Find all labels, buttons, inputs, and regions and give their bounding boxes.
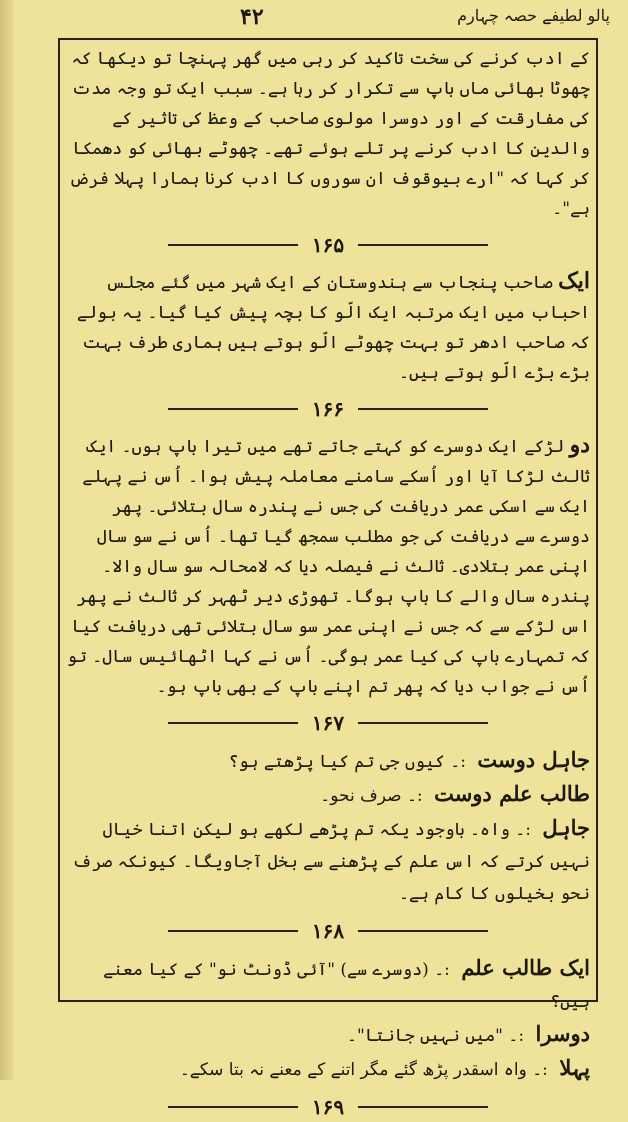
page-edge — [0, 0, 14, 1080]
section-divider-165 — [66, 230, 590, 260]
dialog-text: :۔ واہ اسقدر پڑھ گئے مگر اتنے کے معنے نہ بتا سکے۔ — [179, 1060, 548, 1080]
speaker-name: پہلا — [559, 1055, 590, 1080]
dialog-line — [66, 1018, 590, 1052]
page-number: ۴۲ — [240, 4, 264, 30]
joke-lead-word: دو — [569, 432, 590, 458]
divider-rule — [358, 244, 488, 246]
running-head: پالو لطیفے حصہ چہارم — [457, 6, 610, 25]
joke-number: ۱۶۶ — [311, 397, 345, 421]
divider-rule — [358, 408, 488, 410]
joke-number: ۱۶۷ — [311, 711, 345, 735]
divider-rule — [358, 930, 488, 932]
joke-text: لڑکے ایک دوسرے کو کہتے جاتے تھے میں تیرا باپ ہوں۔ ایک ثالث لڑکا آیا اور اُسکے سامنے معاملہ پیش ہوا۔ اُس نے پہلے ایک سے اسکی عمر دریافت کی جس نے پندرہ سال بتلائی۔ پھر دوسرے سے دریافت کی جو مطلب سمجھ گیا تھا۔ اُس نے سو سال اپنی عمر بتلادی۔ ثالث نے فیصلہ دیا کہ لامحالہ سو سال والا۔ پندرہ سال والے کا باپ ہوگا۔ تھوڑی دیر ٹھہر کر ثالث نے پھر اس لڑکے سے کہ جس نے اپنی عمر سو سال بتلائی تھی دریافت کیا کہ تمہارے باپ کی کیا عمر ہوگی۔ اُس نے کہا اٹھائیس سال۔ تو اُس نے جواب دیا کہ پھر تم اپنے باپ کے بھی باپ ہو۔ — [66, 437, 590, 697]
speaker-name: ایک طالب علم — [461, 955, 590, 980]
divider-rule — [358, 1106, 488, 1108]
dialog-text: :۔ (دوسرے سے) "آئی ڈونٹ نو" کے کیا معنے ہیں؟ — [103, 960, 590, 1012]
section-divider-168 — [66, 916, 590, 946]
section-divider-169 — [66, 1092, 590, 1122]
dialog-text: :۔ کیوں جی تم کیا پڑھتے ہو؟ — [228, 752, 466, 772]
speaker-name: جاہل — [542, 815, 590, 840]
page-header — [40, 4, 610, 34]
dialog-line — [66, 744, 590, 778]
divider-rule — [168, 1106, 298, 1108]
dialog-text: :۔ "میں نہیں جانتا"۔ — [347, 1026, 525, 1046]
dialog-line — [66, 1052, 590, 1086]
dialog-line — [66, 952, 590, 1018]
section-divider-166 — [66, 394, 590, 424]
divider-rule — [358, 722, 488, 724]
divider-rule — [168, 408, 298, 410]
speaker-name: جاہل دوست — [477, 747, 590, 772]
dialog-text: :۔ صرف نحو۔ — [320, 786, 423, 806]
dialog-line — [66, 812, 590, 910]
divider-rule — [168, 722, 298, 724]
intro-paragraph: کے ادب کرنے کی سخت تاکید کر رہی میں گھر پہنچا تو دیکھا کہ چھوٹا بھائی ماں باپ سے تکرار کر رہا ہے۔ سبب ایک تو وجہ مدت کی مفارقت کے اور دوسرا مولوی صاحب کے وعظ کی تاثیر کے والدین کا ادب کرنے پر تلے ہوئے تھے۔ چھوٹے بھائی کو دھمکا کر کہا کہ "ارے بیوقوف ان سوروں کا ادب کرنا ہمارا پہلا فرض ہے"۔ — [69, 49, 590, 219]
joke-number: ۱۶۸ — [311, 919, 345, 943]
joke-number: ۱۶۹ — [311, 1095, 345, 1119]
section-divider-167 — [66, 708, 590, 738]
joke-165 — [66, 266, 590, 388]
speaker-name: طالب علم دوست — [434, 781, 590, 806]
dialog-text: :۔ واہ۔ باوجود یکہ تم پڑھے لکھے ہو لیکن اتنا خیال نہیں کرتے کہ اس علم کے پڑھنے سے بخل آجاویگا۔ کیونکہ صرف نحو بخیلوں کا کام ہے۔ — [72, 820, 590, 904]
dialog-line — [66, 778, 590, 812]
joke-text: صاحب پنجاب سے ہندوستان کے ایک شہر میں گئے مجلس احباب میں ایک مرتبہ ایک الّو کا بچہ پیش کیا گیا۔ یہ بولے کہ صاحب ادھر تو بہت چھوٹے الّو ہوتے ہیں ہماری طرف بہت بڑے بڑے الّو ہوتے ہیں۔ — [76, 273, 590, 383]
divider-rule — [168, 930, 298, 932]
joke-lead-word: ایک — [558, 268, 590, 294]
joke-166 — [66, 430, 590, 702]
page-content — [66, 44, 590, 1119]
divider-rule — [168, 244, 298, 246]
joke-number: ۱۶۵ — [311, 233, 345, 257]
speaker-name: دوسرا — [535, 1021, 590, 1046]
